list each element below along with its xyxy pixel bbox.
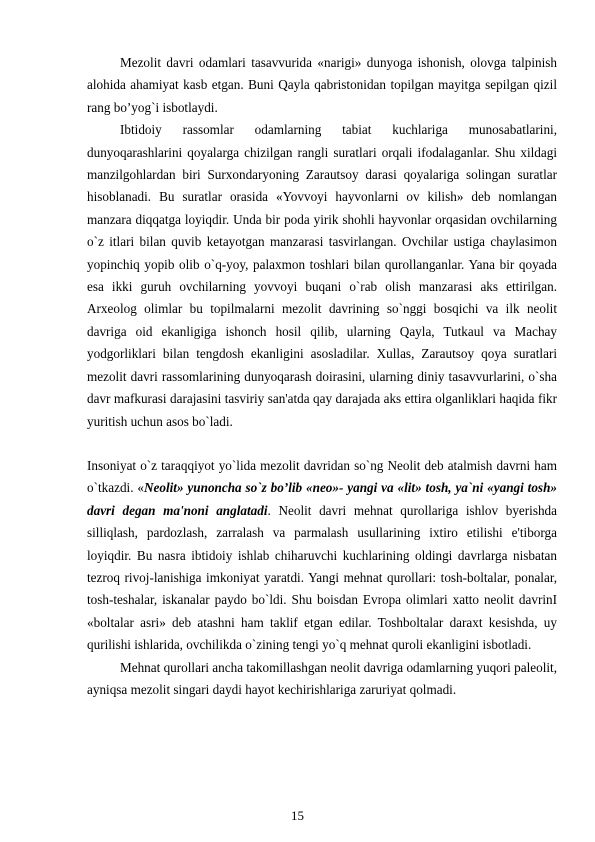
neolit-etymology-emphasis: Neolit» yunoncha so`z bo’lib «neo»- yangi va «lit» tosh, ya`ni «yangi tosh» davri degan ma'noni anglatadi [87, 480, 557, 518]
paragraph-neolit-definition [87, 455, 557, 657]
paragraph-zarautsoy-rock-art: Ibtidoiy rassomlar odamlarning tabiat kuchlariga munosabatlarini, dunyoqarashlarini qoyalarga chizilgan rangli suratlari orqali ifodalaganlar. Shu xildagi manzilgohlardan biri Surxondaryoning Zarautsoy darasi qoyalariga solingan suratlar hisoblanadi. Bu suratlar orasida «Yovvoyi hayvonlarni ov kilish» deb nomlangan manzara diqqatga loyiqdir. Unda bir poda yirik shohli hayvonlar orqasidan ovchilarning o`z itlari bilan quvib ketayotgan manzarasi tasvirlangan. Ovchilar ustiga chaylasimon yopinchiq yopib olib o`q-yoy, palaxmon toshlari bilan qurollanganlar. Yana bir qoyada esa ikki guruh ovchilarning yovvoyi buqani o`rab olish manzarasi aks ettirilgan. Arxeolog olimlar bu topilmalarni mezolit davrining so`nggi bosqichi va ilk neolit davriga oid ekanligiga ishonch hosil qilib, ularning Qayla, Tutkaul va Machay yodgorliklari bilan tengdosh ekanligini asosladilar. Xullas, Zarautsoy qoya suratlari mezolit davri rassomlarining dunyoqarash doirasini, ularning diniy tasavvurlarini, o`sha davr mafkurasi darajasini tasviriy san'atda qay darajada aks ettira olganliklari haqida fikr yuritish uchun asos bo`ladi. [87, 122, 557, 429]
page-number: 15 [291, 808, 304, 823]
paragraph-spacer [87, 433, 557, 455]
document-page [87, 52, 557, 701]
paragraph-neolit-intro: Insoniyat o`z taraqqiyot yo`lida mezolit davridan so`ng Neolit deb atalmish davrni ham o`tkazdi. « [87, 457, 557, 496]
paragraph-neolit-body: . Neolit davri mehnat qurollariga ishlov byerishda silliqlash, pardozlash, zarralash va parmalash usullarining ixtiro etilishi e'tiborga loyiqdir. Bu nasra ibtidoiy ishlab chiharuvchi kuchlarining oldingi davrlarga nisbatan tezroq rivoj-lanishiga imkoniyat yaratdi. Yangi mehnat qurollari: tosh-boltalar, ponalar, tosh-teshalar, iskanalar paydo bo`ldi. Shu boisdan Evropa olimlari xatto neolit davrinI «boltalar asri» deb atashni ham taklif etgan edilar. Toshboltalar daraxt kesishda, uy qurilishi ishlarida, ovchilikda o`zining tengi yo`q mehnat quroli ekanligini isbotladi. [87, 502, 557, 653]
paragraph-neolit-tools: Mehnat qurollari ancha takomillashgan neolit davriga odamlarning yuqori paleolit, ayniqsa mezolit singari daydi hayot kechirishlariga zaruriyat qolmadi. [87, 659, 557, 697]
paragraph-mezolit-beliefs: Mezolit davri odamlari tasavvurida «narigi» dunyoga ishonish, olovga talpinish alohida ahamiyat kasb etgan. Buni Qayla qabristonidan topilgan mayitga sepilgan qizil rang bo’yog`i isbotlaydi. [87, 55, 557, 115]
